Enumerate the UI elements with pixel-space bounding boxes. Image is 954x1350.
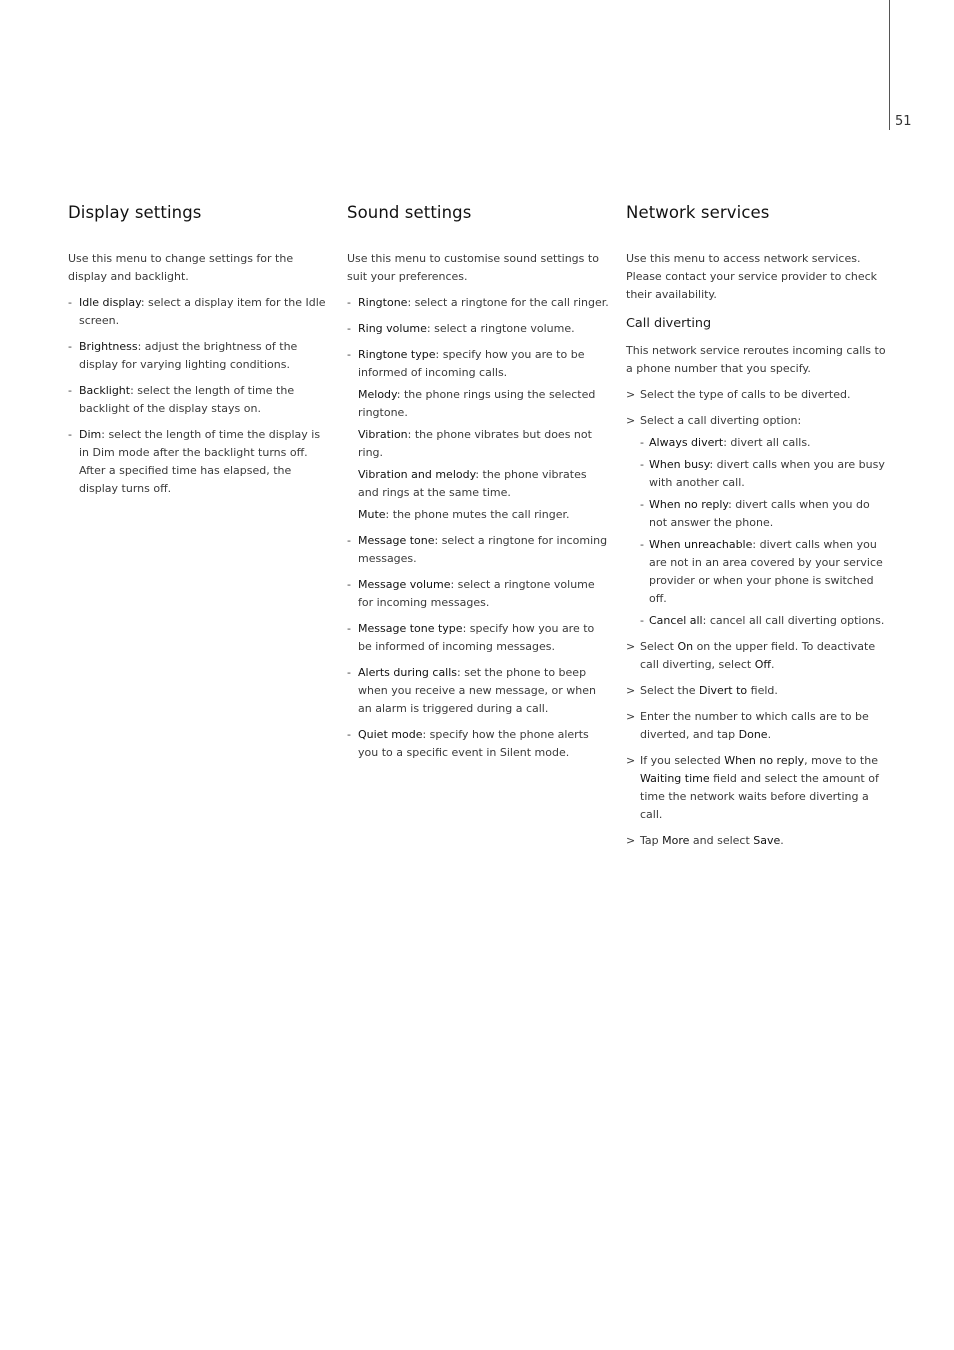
list-item: [347, 532, 609, 568]
option-item: [640, 496, 888, 532]
call-diverting-options: [640, 434, 888, 630]
call-diverting-steps: [626, 386, 888, 850]
option-term: Always divert: [649, 436, 724, 449]
ringtone-type-option: [358, 426, 609, 462]
option-text: : divert calls when you are not in an area covered by your service provider or when your phone is switched off.: [649, 538, 883, 605]
item-text: : select the length of time the backlight of the display stays on.: [79, 384, 295, 415]
option-text: : divert calls when you do not answer the phone.: [649, 498, 870, 529]
item-term: Message tone: [358, 534, 435, 547]
list-item: [68, 338, 330, 374]
display-settings-title: Display settings: [68, 203, 202, 222]
step-item: [626, 752, 888, 824]
option-item: [640, 536, 888, 608]
step-item: > Select the type of calls to be diverted.: [626, 386, 888, 404]
network-services-title: Network services: [626, 203, 770, 222]
step-text: .: [770, 658, 775, 671]
item-text: : specify how you are to be informed of incoming messages.: [358, 622, 595, 653]
list-item: [347, 576, 609, 612]
step-text: Select a call diverting option:: [640, 414, 802, 427]
step-text: field.: [747, 684, 778, 697]
step-text: Tap: [640, 834, 663, 847]
item-text: : select the length of time the display is in Dim mode after the backlight turns off. After a specified time has elapsed, the display turns off.: [79, 428, 321, 495]
option-item: [640, 456, 888, 492]
step-text: and select: [689, 834, 754, 847]
page-number: 51: [895, 114, 912, 129]
display-settings-section: [68, 203, 330, 506]
item-term: Ring volume: [358, 322, 427, 335]
list-item: [347, 320, 609, 338]
item-term: Ringtone type: [358, 348, 436, 361]
step-term: On: [677, 640, 694, 653]
list-item: [347, 294, 609, 312]
step-item: [626, 412, 888, 630]
item-text: : select a ringtone volume.: [426, 322, 575, 335]
option-text: : the phone vibrates but does not ring.: [358, 428, 592, 459]
sound-settings-section: [347, 203, 609, 770]
option-term: When no reply: [649, 498, 729, 511]
item-term: Quiet mode: [358, 728, 423, 741]
option-text: : the phone mutes the call ringer.: [385, 508, 570, 521]
sound-settings-list: [347, 294, 609, 762]
item-text: : specify how you are to be informed of incoming calls.: [358, 348, 585, 379]
item-text: : set the phone to beep when you receive a new message, or when an alarm is triggered during a call.: [358, 666, 596, 715]
list-item: [347, 726, 609, 762]
list-item: [347, 664, 609, 718]
list-item: [68, 294, 330, 330]
step-text: Enter the number to which calls are to be diverted, and tap: [640, 710, 869, 741]
option-item: [640, 612, 888, 630]
step-text: .: [767, 728, 772, 741]
item-term: Backlight: [79, 384, 131, 397]
ringtone-type-option: [358, 386, 609, 422]
option-term: Cancel all: [649, 614, 703, 627]
option-term: When unreachable: [649, 538, 753, 551]
option-text: : the phone vibrates and rings at the same time.: [358, 468, 587, 499]
option-item: [640, 434, 888, 452]
list-item: [347, 620, 609, 656]
step-term: Save: [753, 834, 781, 847]
option-text: : the phone rings using the selected ringtone.: [358, 388, 596, 419]
option-term: Melody: [358, 388, 397, 401]
list-item: [68, 426, 330, 498]
ringtone-type-option: [358, 466, 609, 502]
item-term: Brightness: [79, 340, 138, 353]
step-text: Select the: [640, 684, 699, 697]
step-item: [626, 832, 888, 850]
step-text: field and select the amount of time the network waits before diverting a call.: [640, 772, 879, 821]
step-text: Select: [640, 640, 678, 653]
step-term: Off: [754, 658, 771, 671]
step-text: If you selected: [640, 754, 725, 767]
call-diverting-subtitle: Call diverting: [626, 316, 712, 331]
step-term: Done: [738, 728, 768, 741]
list-item: [68, 382, 330, 418]
item-term: Alerts during calls: [358, 666, 458, 679]
item-text: : select a ringtone for incoming messages.: [358, 534, 608, 565]
option-term: Vibration and melody: [358, 468, 476, 481]
option-term: Mute: [358, 508, 386, 521]
sound-settings-title: Sound settings: [347, 203, 472, 222]
option-term: When busy: [649, 458, 710, 471]
step-term: Divert to: [698, 684, 748, 697]
step-text: .: [780, 834, 784, 847]
call-diverting-intro: This network service reroutes incoming calls to a phone number that you specify.: [626, 344, 886, 375]
step-term: Waiting time: [640, 772, 710, 785]
sound-settings-intro: Use this menu to customise sound settings to suit your preferences.: [347, 252, 599, 283]
page-divider: [889, 0, 890, 130]
item-text: : select a ringtone for the call ringer.: [407, 296, 609, 309]
network-services-section: [626, 203, 888, 858]
step-item: [626, 708, 888, 744]
step-term: When no reply: [724, 754, 805, 767]
option-text: : cancel all call diverting options.: [702, 614, 885, 627]
item-term: Ringtone: [358, 296, 408, 309]
list-item: [347, 346, 609, 524]
item-term: Idle display: [79, 296, 141, 309]
step-text: on the upper field. To deactivate call diverting, select: [640, 640, 876, 671]
display-settings-list: [68, 294, 330, 498]
item-term: Message tone type: [358, 622, 463, 635]
item-text: : select a display item for the Idle screen.: [79, 296, 326, 327]
step-item: [626, 682, 888, 700]
option-term: Vibration: [358, 428, 408, 441]
step-item: [626, 638, 888, 674]
item-text: : adjust the brightness of the display for varying lighting conditions.: [79, 340, 298, 371]
step-term: More: [662, 834, 690, 847]
step-text: , move to the: [804, 754, 878, 767]
ringtone-type-option: [358, 506, 609, 524]
option-text: : divert calls when you are busy with another call.: [649, 458, 885, 489]
option-text: : divert all calls.: [723, 436, 811, 449]
display-settings-intro: Use this menu to change settings for the display and backlight.: [68, 252, 294, 283]
item-term: Message volume: [358, 578, 451, 591]
network-services-intro: Use this menu to access network services. Please contact your service provider to check their availability.: [626, 252, 878, 301]
item-text: : specify how the phone alerts you to a specific event in Silent mode.: [358, 728, 589, 759]
item-term: Dim: [79, 428, 102, 441]
item-text: : select a ringtone volume for incoming messages.: [358, 578, 595, 609]
